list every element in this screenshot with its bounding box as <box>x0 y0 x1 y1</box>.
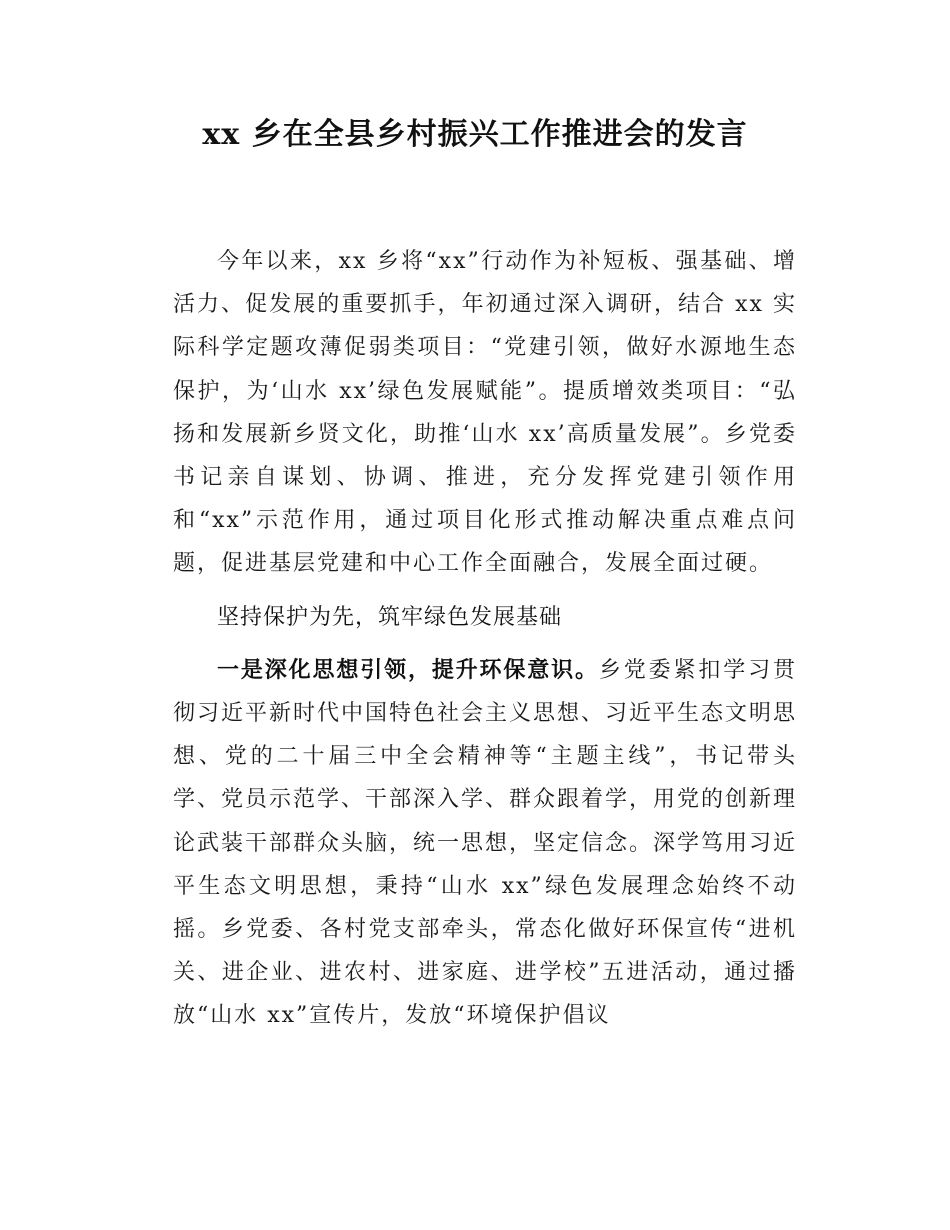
point-one-text: 乡党委紧扣学习贯彻习近平新时代中国特色社会主义思想、习近平生态文明思想、党的二十届三中全会精神等“主题主线”，书记带头学、党员示范学、干部深入学、群众跟着学，用党的创新理论武装干部群众头脑，统一思想，坚定信念。深学笃用习近平生态文明思想，秉持“山水 xx”绿色发展理念始终不动摇。乡党委、各村党支部牵头，常态化做好环保宣传“进机关、进企业、进农村、进家庭、进学校”五进活动，通过播放“山水 xx”宣传片，发放“环境保护倡议 <box>173 657 798 1029</box>
intro-paragraph: 今年以来，xx 乡将“xx”行动作为补短板、强基础、增活力、促发展的重要抓手，年初通过深入调研，结合 xx 实际科学定题攻薄促弱类项目：“党建引领，做好水源地生态保护，为‘山水 xx’绿色发展赋能”。提质增效类项目：“弘扬和发展新乡贤文化，助推‘山水 xx’高质量发展”。乡党委书记亲自谋划、协调、推进，充分发挥党建引领作用和“xx”示范作用，通过项目化形式推动解决重点难点问题，促进基层党建和中心工作全面融合，发展全面过硬。 <box>173 249 797 577</box>
document-body <box>173 240 797 1048</box>
point-one-lead: 一是深化思想引领，提升环保意识。 <box>217 657 599 683</box>
document-title: xx 乡在全县乡村振兴工作推进会的发言 <box>202 117 748 152</box>
section-heading: 坚持保护为先，筑牢绿色发展基础 <box>217 604 563 630</box>
point-one-paragraph <box>173 649 797 1038</box>
